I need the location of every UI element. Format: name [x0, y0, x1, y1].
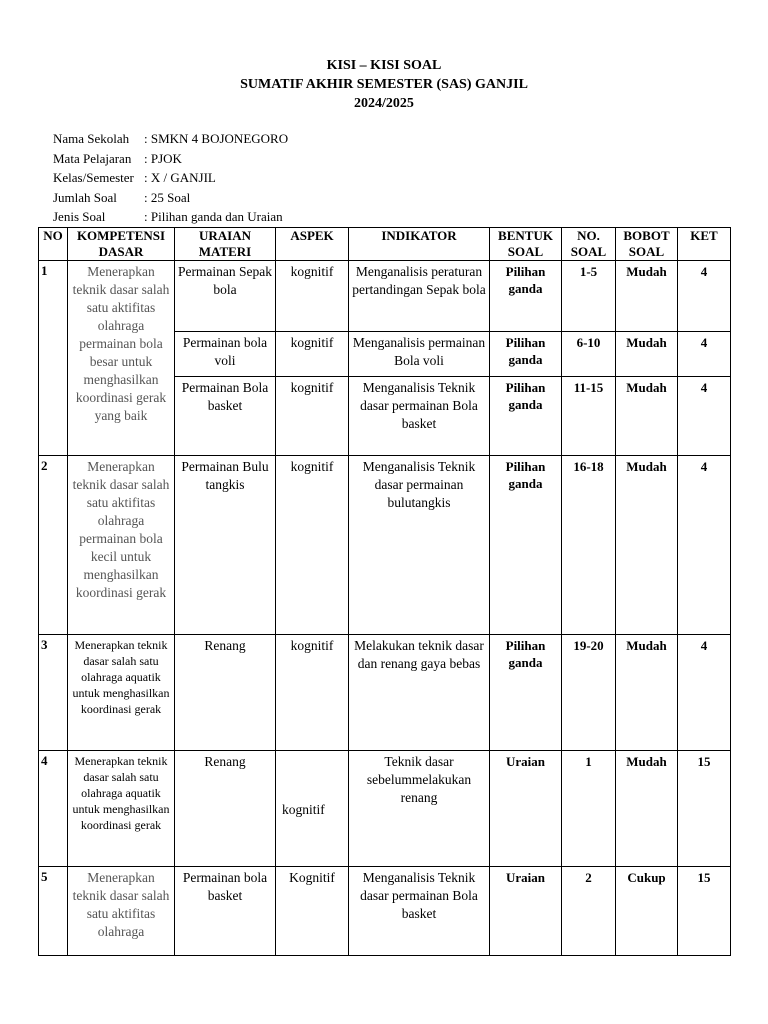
- col-header-kompetensi: KOMPETENSI DASAR: [68, 228, 175, 261]
- col-header-materi: URAIAN MATERI: [175, 228, 276, 261]
- cell-ket: 15: [678, 867, 731, 956]
- cell-indikator: Menganalisis Teknik dasar permainan Bola basket: [349, 867, 490, 956]
- info-value: : PJOK: [144, 150, 182, 166]
- cell-indikator: Menganalisis peraturan pertandingan Sepak bola: [349, 261, 490, 332]
- table-row: [39, 261, 731, 332]
- info-label: Mata Pelajaran: [53, 150, 132, 166]
- cell-no: 1: [39, 261, 68, 456]
- info-value: : SMKN 4 BOJONEGORO: [144, 131, 289, 146]
- table-header-row: [39, 228, 731, 261]
- table-row: [39, 867, 731, 956]
- kisi-kisi-table: [38, 227, 731, 956]
- info-row-type: [53, 207, 288, 227]
- title-line-1: KISI – KISI SOAL: [326, 58, 442, 73]
- cell-kompetensi: Menerapkan teknik dasar salah satu aktifitas olahraga permainan bola kecil untuk menghasilkan koordinasi gerak: [68, 456, 175, 635]
- table-row: [39, 751, 731, 867]
- cell-materi: Permainan bola voli: [175, 332, 276, 377]
- col-header-no: NO: [39, 228, 68, 261]
- cell-no-soal: 1-5: [562, 261, 616, 332]
- cell-indikator: Melakukan teknik dasar dan renang gaya bebas: [349, 635, 490, 751]
- cell-aspek: kognitif: [276, 377, 349, 456]
- cell-bobot: Mudah: [616, 456, 678, 635]
- cell-bobot: Mudah: [616, 751, 678, 867]
- cell-ket: 4: [678, 261, 731, 332]
- cell-materi: Permainan Bulu tangkis: [175, 456, 276, 635]
- info-value: : Pilihan ganda dan Uraian: [144, 209, 283, 225]
- cell-indikator: Menganalisis Teknik dasar permainan Bola basket: [349, 377, 490, 456]
- cell-kompetensi: Menerapkan teknik dasar salah satu aktifitas olahraga: [68, 867, 175, 956]
- info-label: Nama Sekolah: [53, 131, 130, 146]
- cell-no-soal: 6-10: [562, 332, 616, 377]
- cell-kompetensi: Menerapkan teknik dasar salah satu olahraga aquatik untuk menghasilkan koordinasi gerak: [68, 751, 175, 867]
- cell-bentuk: Uraian: [490, 867, 562, 956]
- cell-bentuk: Pilihan ganda: [490, 261, 562, 332]
- document-title: [0, 56, 768, 113]
- cell-kompetensi: Menerapkan teknik dasar salah satu olahraga aquatik untuk menghasilkan koordinasi gerak: [68, 635, 175, 751]
- info-label: Kelas/Semester: [53, 170, 134, 186]
- info-row-school: [53, 129, 288, 149]
- cell-bobot: Mudah: [616, 332, 678, 377]
- cell-aspek: kognitif: [276, 456, 349, 635]
- cell-no-soal: 16-18: [562, 456, 616, 635]
- cell-no-soal: 19-20: [562, 635, 616, 751]
- info-value: : 25 Soal: [144, 189, 191, 205]
- col-header-ket: KET: [678, 228, 731, 261]
- cell-bobot: Mudah: [616, 377, 678, 456]
- cell-bentuk: Pilihan ganda: [490, 635, 562, 751]
- cell-materi: Permainan Bola basket: [175, 377, 276, 456]
- cell-indikator: Teknik dasar sebelummelakukan renang: [349, 751, 490, 867]
- cell-bentuk: Pilihan ganda: [490, 456, 562, 635]
- cell-no-soal: 1: [562, 751, 616, 867]
- cell-materi: Renang: [175, 751, 276, 867]
- cell-aspek: kognitif: [276, 261, 349, 332]
- cell-no: 5: [39, 867, 68, 956]
- cell-ket: 4: [678, 377, 731, 456]
- cell-ket: 4: [678, 635, 731, 751]
- cell-indikator: Menganalisis permainan Bola voli: [349, 332, 490, 377]
- cell-bobot: Mudah: [616, 261, 678, 332]
- cell-aspek: kognitif: [276, 332, 349, 377]
- cell-no: 4: [39, 751, 68, 867]
- table-row: [39, 635, 731, 751]
- info-value: : X / GANJIL: [144, 170, 216, 186]
- cell-materi: Renang: [175, 635, 276, 751]
- col-header-bentuk: BENTUK SOAL: [490, 228, 562, 261]
- cell-aspek: kognitif: [276, 635, 349, 751]
- title-line-2: SUMATIF AKHIR SEMESTER (SAS) GANJIL: [240, 77, 528, 92]
- cell-aspek: kognitif: [276, 751, 349, 867]
- info-row-class: [53, 168, 288, 188]
- info-row-count: [53, 188, 288, 208]
- cell-ket: 15: [678, 751, 731, 867]
- cell-bentuk: Pilihan ganda: [490, 377, 562, 456]
- cell-no-soal: 11-15: [562, 377, 616, 456]
- col-header-bobot: BOBOT SOAL: [616, 228, 678, 261]
- col-header-aspek: ASPEK: [276, 228, 349, 261]
- col-header-indikator: INDIKATOR: [349, 228, 490, 261]
- info-label: Jumlah Soal: [53, 189, 117, 205]
- cell-aspek: Kognitif: [276, 867, 349, 956]
- cell-bobot: Cukup: [616, 867, 678, 956]
- cell-ket: 4: [678, 456, 731, 635]
- cell-no: 2: [39, 456, 68, 635]
- cell-kompetensi: Menerapkan teknik dasar salah satu aktifitas olahraga permainan bola besar untuk menghasilkan koordinasi gerak yang baik: [68, 261, 175, 456]
- cell-materi: Permainan Sepak bola: [175, 261, 276, 332]
- cell-materi: Permainan bola basket: [175, 867, 276, 956]
- cell-bentuk: Pilihan ganda: [490, 332, 562, 377]
- title-line-3: 2024/2025: [354, 96, 414, 111]
- cell-indikator: Menganalisis Teknik dasar permainan bulutangkis: [349, 456, 490, 635]
- info-label: Jenis Soal: [53, 209, 106, 225]
- school-info: [53, 129, 288, 227]
- cell-no: 3: [39, 635, 68, 751]
- table-row: [39, 456, 731, 635]
- cell-no-soal: 2: [562, 867, 616, 956]
- info-row-subject: [53, 149, 288, 169]
- cell-bentuk: Uraian: [490, 751, 562, 867]
- cell-ket: 4: [678, 332, 731, 377]
- cell-bobot: Mudah: [616, 635, 678, 751]
- col-header-no-soal: NO. SOAL: [562, 228, 616, 261]
